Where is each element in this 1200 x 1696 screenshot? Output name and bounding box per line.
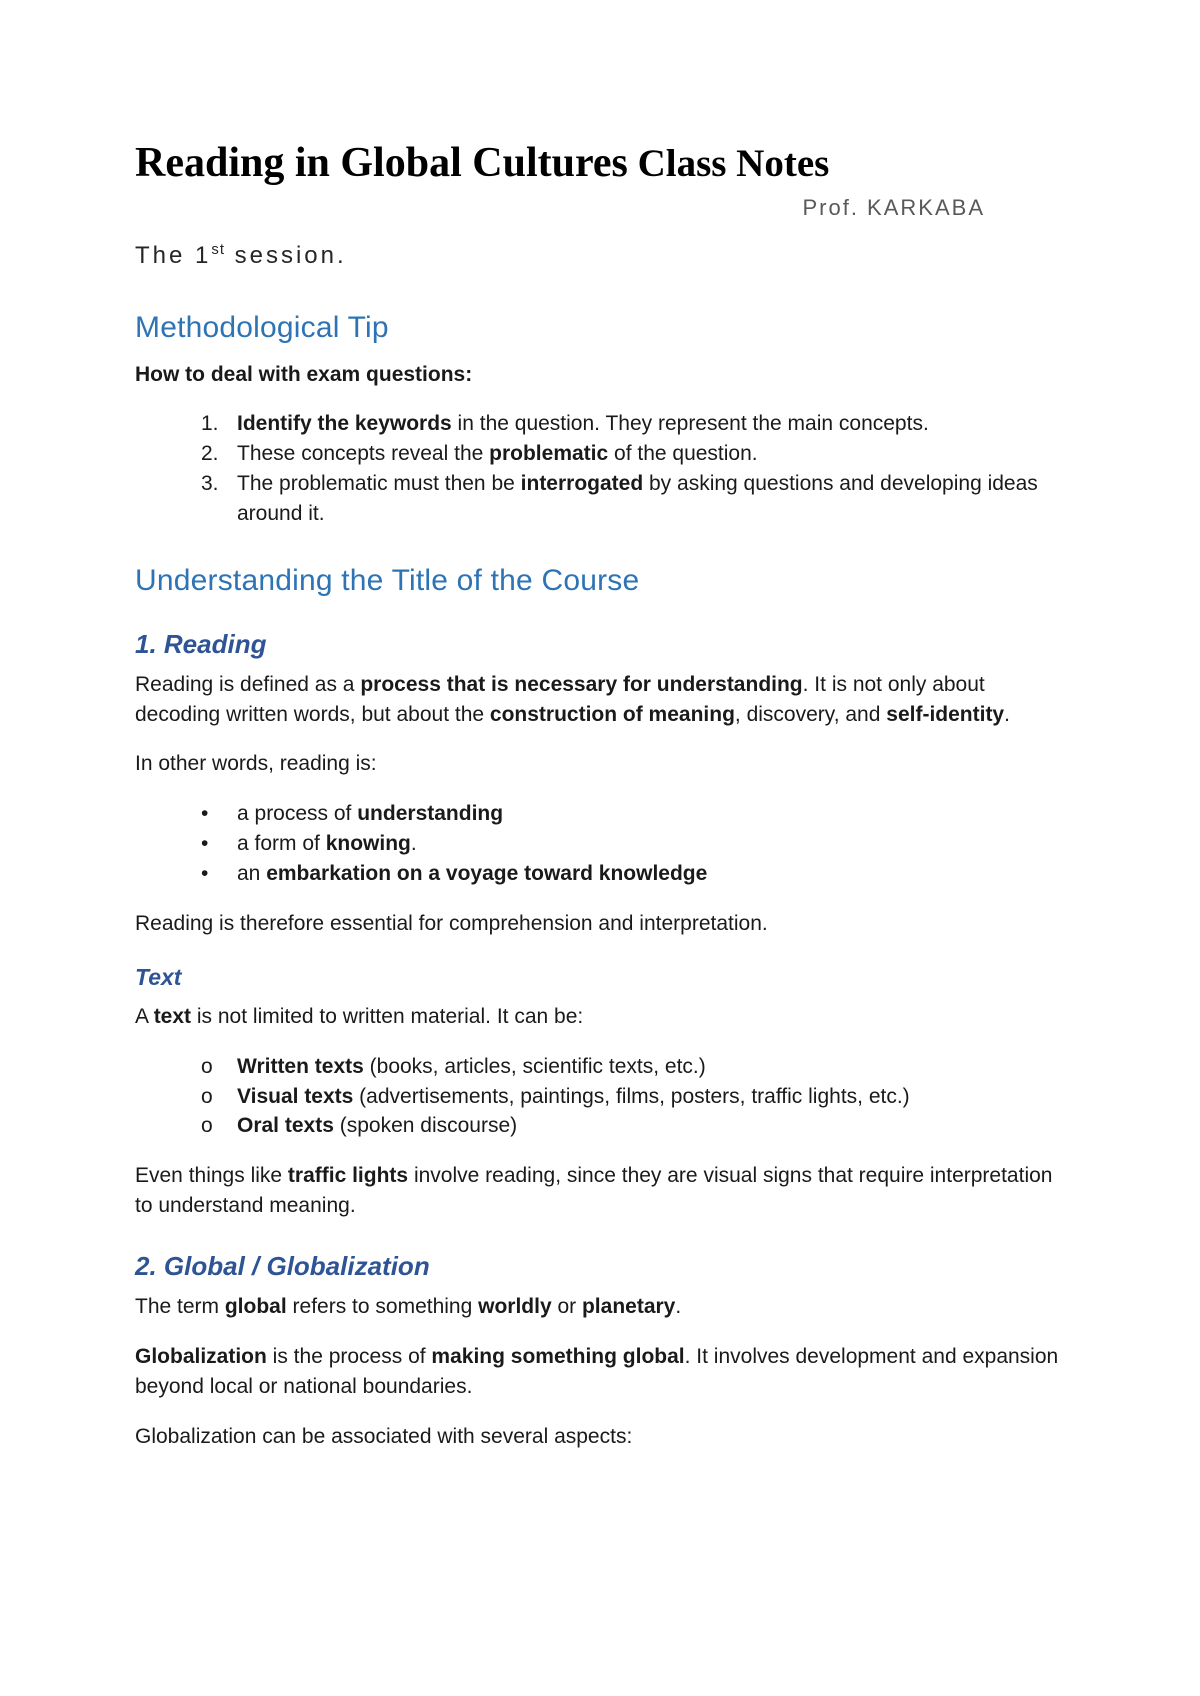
bullet-marker: o <box>201 1054 213 1078</box>
list-item-text: Oral texts (spoken discourse) <box>237 1114 518 1138</box>
paragraph-in-other-words: In other words, reading is: <box>135 752 377 776</box>
list-item <box>135 1052 1065 1082</box>
bullet-marker: • <box>201 832 209 855</box>
document-title-tail: Class Notes <box>627 142 830 185</box>
list-item <box>135 1111 1065 1141</box>
bullet-marker: o <box>201 1114 213 1138</box>
list-marker: 2. <box>201 442 219 466</box>
bullet-marker: o <box>201 1084 213 1108</box>
heading-global-globalization: 2. Global / Globalization <box>135 1250 430 1281</box>
heading-text: Text <box>135 964 182 991</box>
list-item-text: Written texts (books, articles, scientific texts, etc.) <box>237 1054 706 1078</box>
numbered-list-exam-steps <box>135 409 1065 528</box>
paragraph-global-term: The term global refers to something worldly or planetary. <box>135 1295 682 1319</box>
list-item-text: an embarkation on a voyage toward knowledge <box>237 861 708 885</box>
bullet-list-reading-is <box>135 799 1065 888</box>
paragraph-globalization-aspects: Globalization can be associated with several aspects: <box>135 1424 633 1448</box>
list-item-text: a form of knowing. <box>237 832 417 855</box>
paragraph-traffic-lights: Even things like traffic lights involve reading, since they are visual signs that require interpretation to understand meaning. <box>135 1164 1059 1218</box>
list-item <box>135 859 1065 889</box>
document-title-main: Reading in Global Cultures <box>135 140 628 186</box>
list-item-text: The problematic must then be interrogated by asking questions and developing ideas around it. <box>237 471 1044 525</box>
heading-methodological-tip: Methodological Tip <box>135 310 389 344</box>
bullet-list-text-types <box>135 1052 1065 1141</box>
heading-understanding-title: Understanding the Title of the Course <box>135 563 640 597</box>
list-item-text: These concepts reveal the problematic of the question. <box>237 442 758 466</box>
list-item <box>135 409 1065 439</box>
paragraph-reading-definition: Reading is defined as a process that is necessary for understanding. It is not only about decoding written words, but about the construction of meaning, discovery, and self-identity. <box>135 672 1010 726</box>
list-item <box>135 799 1065 829</box>
session-line <box>135 239 1065 273</box>
list-marker: 3. <box>201 471 219 495</box>
list-item <box>135 1082 1065 1112</box>
session-text-post: session. <box>224 242 347 270</box>
list-marker: 1. <box>201 412 219 436</box>
paragraph-reading-essential: Reading is therefore essential for comprehension and interpretation. <box>135 911 768 935</box>
heading-reading: 1. Reading <box>135 628 267 659</box>
paragraph-globalization-definition: Globalization is the process of making something global. It involves development and expansion beyond local or national boundaries. <box>135 1344 1065 1398</box>
bullet-marker: • <box>201 802 209 826</box>
session-text-pre: The 1 <box>135 242 212 270</box>
list-item-text: a process of understanding <box>237 802 504 826</box>
paragraph-exam-questions-intro: How to deal with exam questions: <box>135 362 473 386</box>
paragraph-text-definition: A text is not limited to written material. It can be: <box>135 1005 584 1029</box>
bullet-marker: • <box>201 861 209 885</box>
list-item-text: Visual texts (advertisements, paintings, films, posters, traffic lights, etc.) <box>237 1084 910 1108</box>
author-line: Prof. KARKABA <box>802 195 985 221</box>
list-item <box>135 829 1065 859</box>
session-superscript: st <box>211 242 225 259</box>
list-item <box>135 439 1065 469</box>
document-title <box>135 140 1065 186</box>
list-item-text: Identify the keywords in the question. They represent the main concepts. <box>237 412 929 436</box>
list-item <box>135 469 1065 529</box>
